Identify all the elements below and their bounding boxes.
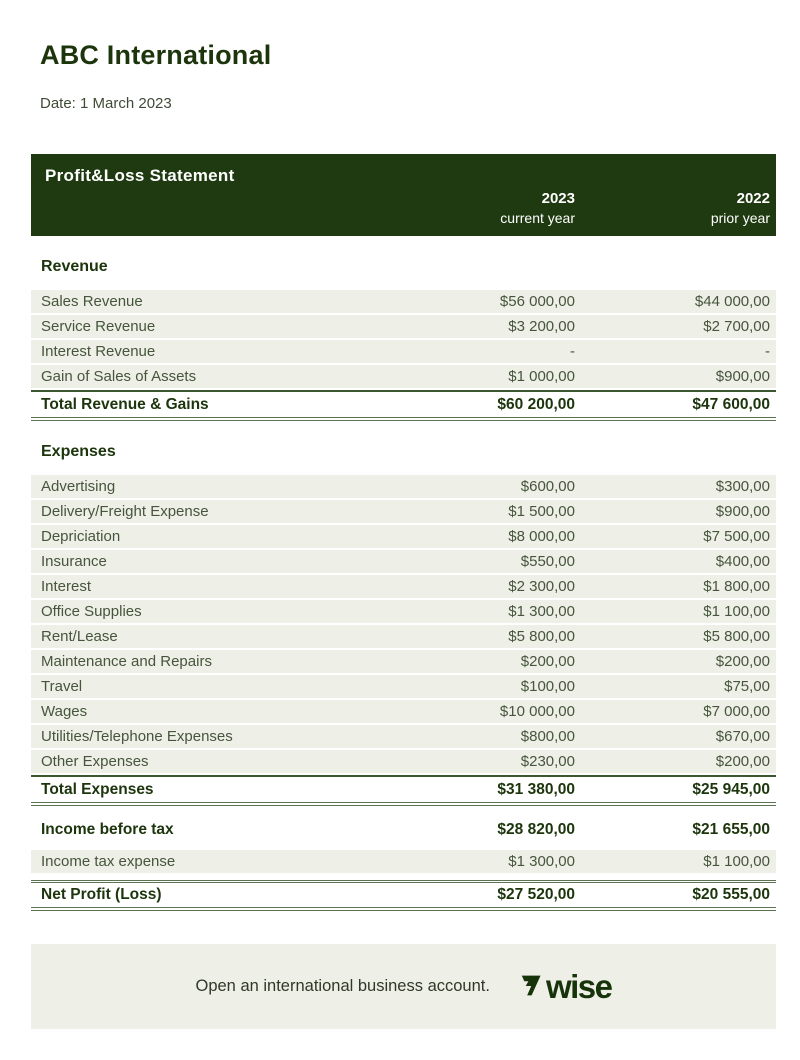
row-amount-prior: $5 800,00 [703,628,770,645]
row-amount-current: $3 200,00 [508,318,575,335]
row-amount-current: $8 000,00 [508,528,575,545]
row-amount-prior: $1 100,00 [703,853,770,870]
statement-title: Profit&Loss Statement [45,166,235,185]
section-total-row [31,775,776,806]
company-name: ABC International [40,40,272,70]
row-amount-current: $10 000,00 [499,703,575,720]
row-amount-current: $550,00 [520,553,575,570]
table-header [31,154,776,236]
row-label: Interest Revenue [41,343,156,360]
table-row [31,725,776,748]
row-amount-prior: $900,00 [715,368,770,385]
row-amount-current: $27 520,00 [497,886,575,903]
prior-year-subtitle: prior year [710,210,770,226]
total-amount-prior: $47 600,00 [692,395,770,413]
statement-sections [31,258,776,806]
row-amount-current: $56 000,00 [499,293,575,310]
table-row [31,700,776,723]
pnl-table [31,154,776,911]
row-label: Other Expenses [41,753,149,770]
row-label: Insurance [41,553,107,570]
wise-logo[interactable] [520,970,612,1003]
row-label: Delivery/Freight Expense [41,503,209,520]
table-row [31,880,776,911]
row-amount-prior: $75,00 [724,678,770,695]
row-amount-prior: - [765,343,770,360]
table-row [31,475,776,498]
table-row [31,340,776,363]
current-year-subtitle: current year [500,210,575,226]
column-headers [31,190,776,226]
row-amount-current: $200,00 [520,653,575,670]
total-amount-prior: $25 945,00 [692,780,770,798]
table-row [31,500,776,523]
prior-year-label: 2022 [736,190,770,207]
table-row [31,600,776,623]
row-amount-current: $1 300,00 [508,853,575,870]
row-amount-prior: $300,00 [715,478,770,495]
row-label: Service Revenue [41,318,156,335]
row-amount-current: $230,00 [520,753,575,770]
row-amount-prior: $44 000,00 [694,293,770,310]
section-rows [31,290,776,388]
table-row [31,850,776,873]
row-label: Sales Revenue [41,293,143,310]
table-row [31,575,776,598]
row-amount-current: $1 000,00 [508,368,575,385]
row-amount-prior: $2 700,00 [703,318,770,335]
row-amount-prior: $200,00 [715,753,770,770]
statement-summary [31,814,776,911]
row-amount-prior: $1 800,00 [703,578,770,595]
current-year-label: 2023 [541,190,575,207]
row-amount-current: $2 300,00 [508,578,575,595]
row-label: Gain of Sales of Assets [41,368,197,385]
row-amount-current: $1 500,00 [508,503,575,520]
table-row [31,365,776,388]
section-total-row [31,390,776,421]
row-amount-current: $600,00 [520,478,575,495]
row-amount-current: - [570,343,575,360]
total-row-label: Total Expenses [41,780,154,798]
table-row [31,315,776,338]
row-amount-prior: $200,00 [715,653,770,670]
row-amount-prior: $7 500,00 [703,528,770,545]
row-amount-prior: $21 655,00 [692,820,770,838]
column-header-current-year [405,190,575,226]
row-amount-current: $100,00 [520,678,575,695]
table-row [31,814,776,845]
table-row [31,525,776,548]
row-amount-prior: $670,00 [715,728,770,745]
row-label: Income tax expense [41,853,176,870]
row-amount-current: $800,00 [520,728,575,745]
row-label: Income before tax [41,820,174,838]
row-label: Wages [41,703,88,720]
table-row [31,675,776,698]
row-amount-prior: $1 100,00 [703,603,770,620]
row-amount-prior: $7 000,00 [703,703,770,720]
total-amount-current: $60 200,00 [497,395,575,413]
row-amount-current: $28 820,00 [497,820,575,838]
table-row [31,625,776,648]
table-row [31,650,776,673]
footer-banner [31,944,776,1029]
total-amount-current: $31 380,00 [497,780,575,798]
statement-section [31,443,776,806]
row-label: Office Supplies [41,603,142,620]
row-label: Maintenance and Repairs [41,653,212,670]
row-label: Depriciation [41,528,121,545]
row-amount-current: $1 300,00 [508,603,575,620]
table-row [31,550,776,573]
footer-cta-link[interactable]: Open an international business account. [195,977,490,995]
table-row [31,290,776,313]
row-label: Advertising [41,478,116,495]
section-heading: Expenses [41,443,116,460]
section-heading: Revenue [41,258,108,275]
wise-flag-icon [520,973,545,998]
row-label: Utilities/Telephone Expenses [41,728,233,745]
table-row [31,750,776,773]
row-label: Travel [41,678,83,695]
wise-wordmark: wise [545,968,612,1005]
row-amount-prior: $400,00 [715,553,770,570]
row-label: Rent/Lease [41,628,118,645]
row-amount-prior: $900,00 [715,503,770,520]
section-rows [31,475,776,773]
row-amount-current: $5 800,00 [508,628,575,645]
row-amount-prior: $20 555,00 [692,886,770,903]
column-header-prior-year [575,190,770,226]
row-label: Interest [41,578,92,595]
total-row-label: Total Revenue & Gains [41,395,209,413]
row-label: Net Profit (Loss) [41,886,162,903]
statement-section [31,258,776,421]
document-date: Date: 1 March 2023 [40,95,172,112]
